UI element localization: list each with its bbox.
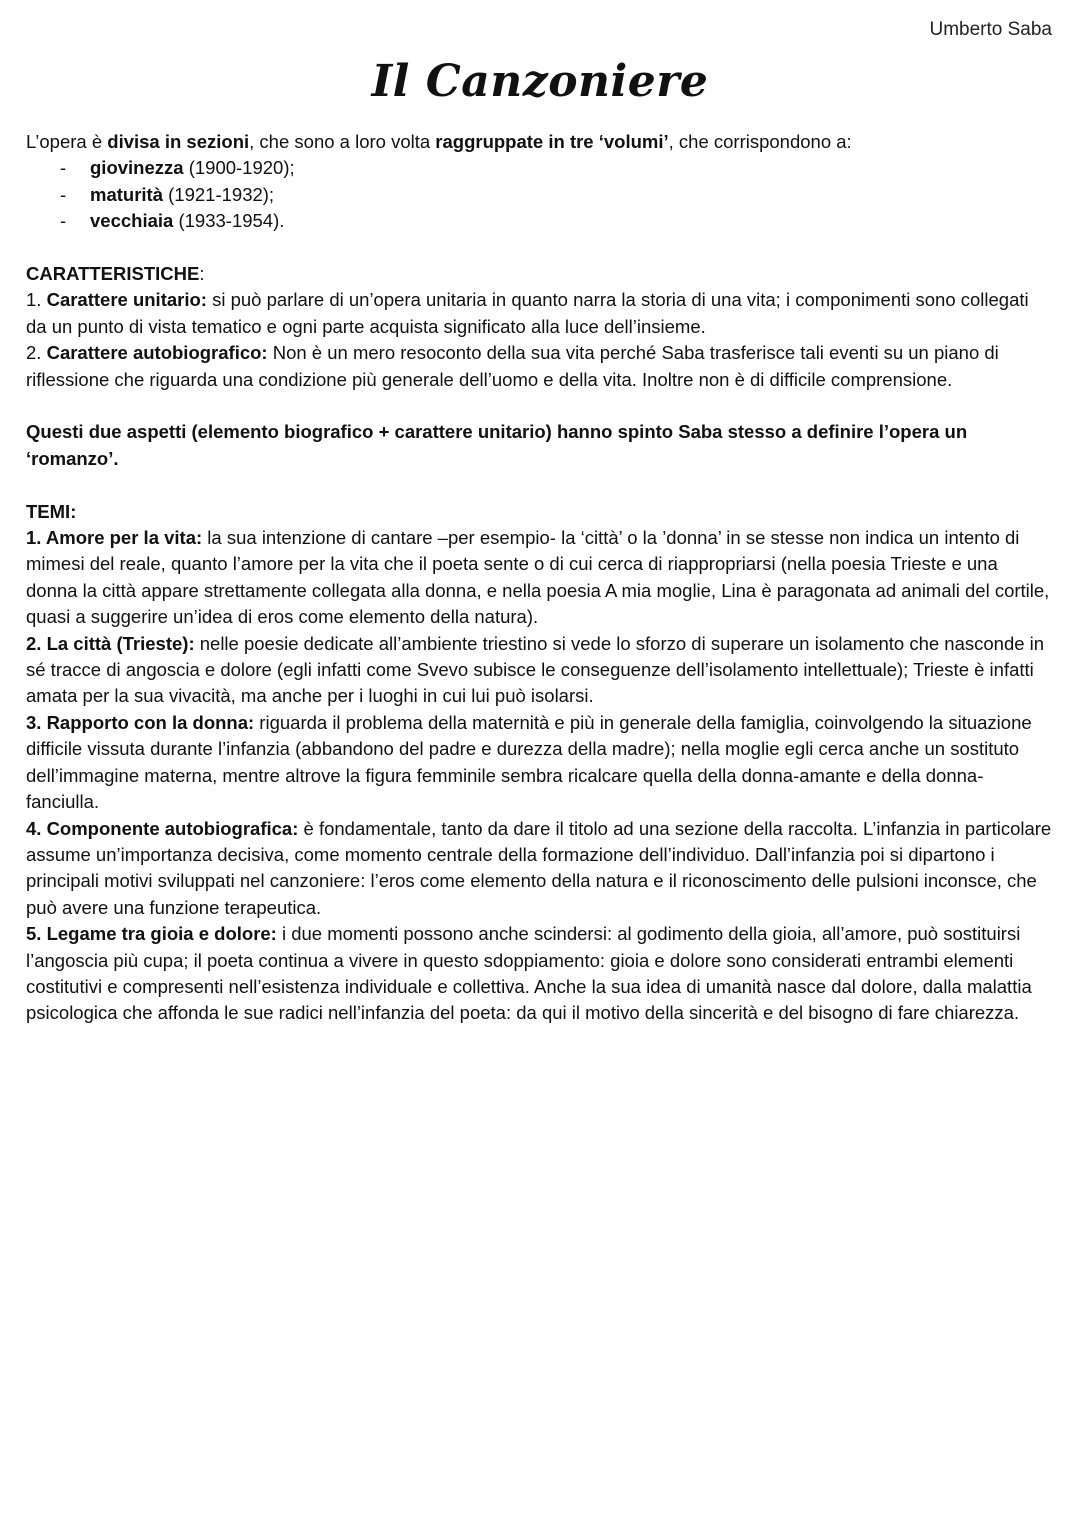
item-text: nelle poesie dedicate all’ambiente triestino si vede lo sforzo di superare un isolamento che nasconde in sé tracce di angoscia e dolore (egli infatti come Svevo subisce le conseguenze dell’isolamento intellettuale); Trieste è infatti amata per la sua vivacità, ma anche per i luoghi in cui lui può isolarsi. — [26, 632, 1045, 707]
volume-years: (1900-1920); — [183, 157, 295, 179]
volume-years: (1921-1932); — [163, 183, 275, 205]
item-label: Carattere autobiografico: — [46, 342, 268, 364]
tema-item — [26, 525, 1054, 631]
list-dash: - — [60, 183, 67, 205]
item-label: 1. Amore per la vita: — [26, 527, 203, 549]
volume-name: giovinezza — [90, 157, 184, 179]
item-text: Non è un mero resoconto della sua vita perché Saba trasferisce tali eventi su un piano di riflessione che riguarda una condizione più generale dell’uomo e della vita. Inoltre non è di difficile comprensione. — [26, 342, 999, 390]
volumes-list — [26, 155, 1054, 234]
section-heading-temi — [26, 499, 1054, 525]
item-text: i due momenti possono anche scindersi: al godimento della gioia, all’amore, può sostituirsi l’angoscia più cupa; il poeta continua a vivere in questo sdoppiamento: gioia e dolore sono considerati entrambi elementi costitutivi e compresenti nell’esistenza individuale e collettiva. Anche la sua idea di umanità nasce dal dolore, dalla malattia psicologica che affonda le sue radici nell’infanzia del poeta: da qui il motivo della sincerità e del bisogno di fare chiarezza. — [26, 923, 1032, 1024]
item-text: è fondamentale, tanto da dare il titolo ad una sezione della raccolta. L’infanzia in particolare assume un’importanza decisiva, come momento centrale della formazione dell’individuo. Dall’infanzia poi si dipartono i principali motivi sviluppati nel canzoniere: l’eros come elemento della natura e il riconoscimento delle pulsioni inconsce, che può avere una funzione terapeutica. — [26, 817, 1052, 918]
section-heading-caratteristiche — [26, 261, 1054, 287]
item-text: si può parlare di un’opera unitaria in quanto narra la storia di una vita; i componimenti sono collegati da un punto di vista tematico e ogni parte acquista significato alla luce dell’insieme. — [26, 289, 1029, 337]
item-label: 3. Rapporto con la donna: — [26, 711, 255, 733]
intro-text: , che sono a loro volta — [249, 131, 436, 152]
tema-item — [26, 816, 1054, 922]
caratteristica-item — [26, 340, 1054, 393]
list-item — [60, 182, 1054, 208]
volume-name: maturità — [90, 183, 163, 205]
list-item — [60, 208, 1054, 234]
item-number: 2. — [26, 342, 47, 364]
author-name: Umberto Saba — [929, 19, 1052, 40]
spacer — [26, 472, 1054, 498]
list-dash: - — [60, 210, 67, 232]
heading-text: CARATTERISTICHE — [26, 263, 200, 285]
item-label: 4. Componente autobiografica: — [26, 817, 299, 839]
item-number: 1. — [26, 289, 47, 311]
item-text: riguarda il problema della maternità e più in generale della famiglia, coinvolgendo la situazione difficile vissuta durante l’infanzia (abbandono del padre e durezza della madre); nella moglie egli cerca anche un sostituto dell’immagine materna, mentre altrove la figura femminile sembra ricalcare quella della donna-amante e della donna-fanciulla. — [26, 711, 1032, 813]
page-title: Il Canzoniere — [371, 56, 709, 107]
intro-bold-text: raggruppate in tre ‘volumi’ — [435, 131, 669, 152]
item-label: 5. Legame tra gioia e dolore: — [26, 923, 277, 945]
heading-colon: : — [199, 263, 205, 285]
intro-paragraph — [26, 129, 1054, 155]
tema-item — [26, 921, 1054, 1027]
intro-text: L’opera è — [26, 131, 108, 152]
intro-bold-text: divisa in sezioni — [107, 131, 250, 152]
summary-text: Questi due aspetti (elemento biografico + carattere unitario) hanno spinto Saba stesso a definire l’opera un ‘romanzo’. — [26, 421, 968, 469]
tema-item — [26, 710, 1054, 816]
heading-text: TEMI: — [26, 500, 77, 522]
spacer — [26, 393, 1054, 419]
volume-years: (1933-1954). — [173, 210, 285, 232]
tema-item — [26, 631, 1054, 710]
list-dash: - — [60, 157, 67, 179]
document-body — [26, 129, 1054, 1027]
summary-paragraph — [26, 419, 1054, 472]
spacer — [26, 235, 1054, 261]
intro-text: , che corrispondono a: — [668, 131, 852, 152]
item-label: Carattere unitario: — [46, 289, 207, 311]
volume-name: vecchiaia — [90, 210, 174, 232]
list-item — [60, 155, 1054, 181]
item-label: 2. La città (Trieste): — [26, 632, 195, 654]
caratteristica-item — [26, 287, 1054, 340]
item-text: la sua intenzione di cantare –per esempio- la ‘città’ o la ’donna’ in se stesse non indica un intento di mimesi del reale, quanto l’amore per la vita che il poeta sente o di cui cerca di riappropriarsi (nella poesia Trieste e una donna la città appare strettamente collegata alla donna, e nella poesia A mia moglie, Lina è paragonata ad animali del cortile, quasi a suggerire un’idea di eros come elemento della natura). — [26, 527, 1050, 628]
